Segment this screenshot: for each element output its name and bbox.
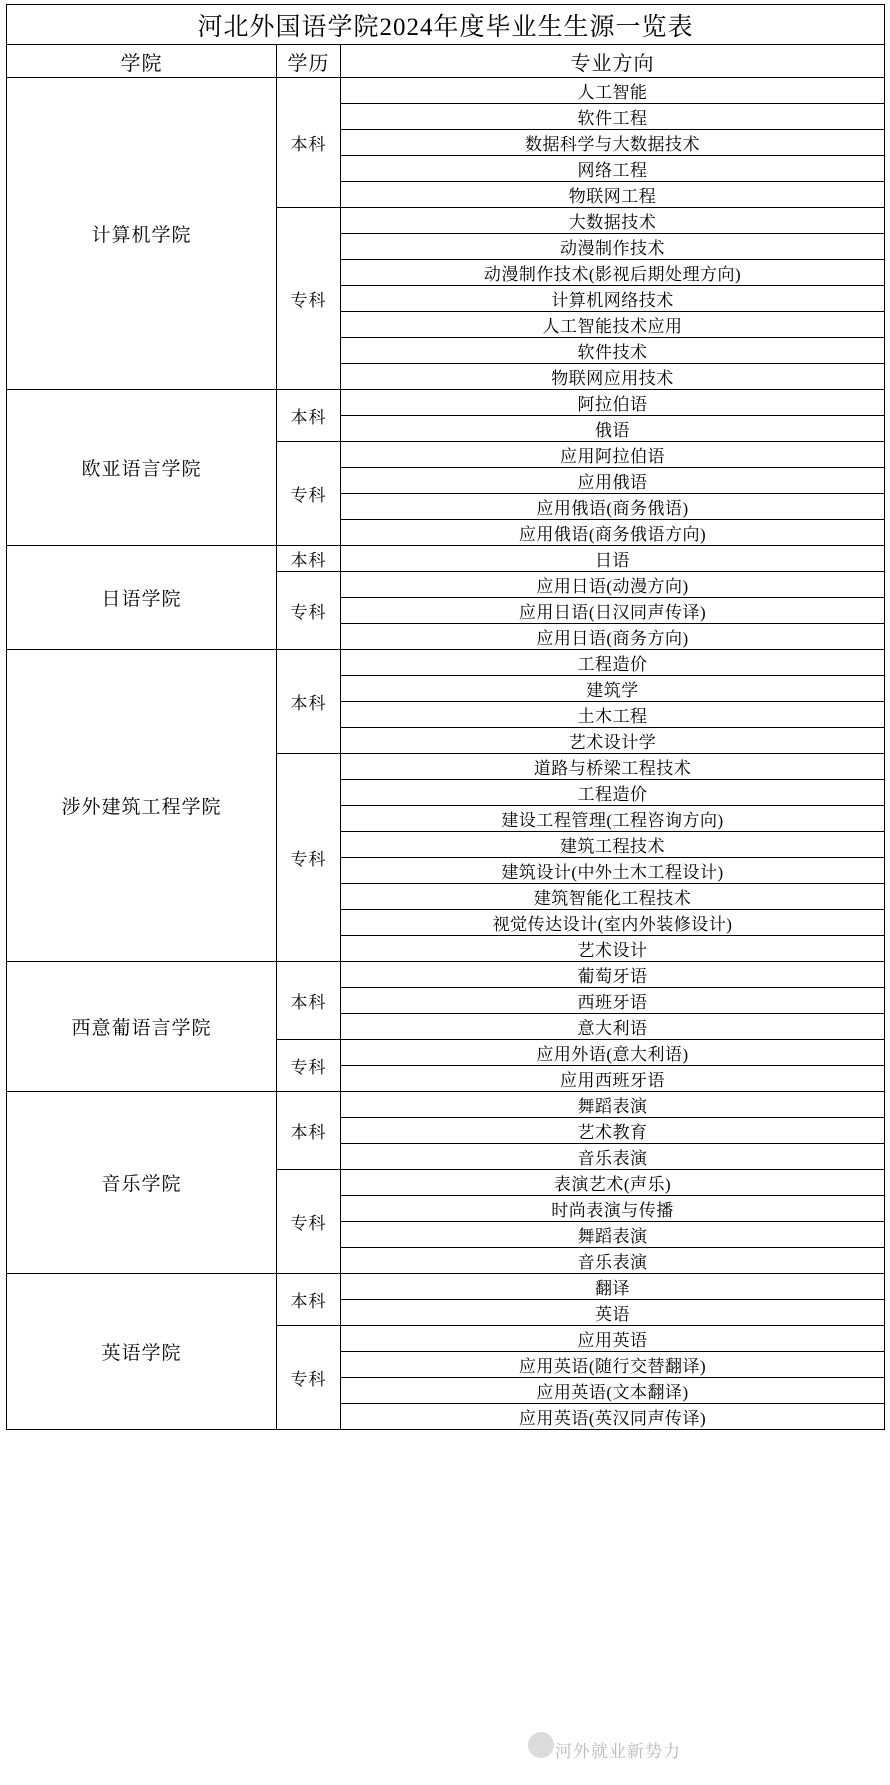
major-cell: 翻译 xyxy=(341,1274,885,1300)
major-cell: 应用俄语(商务俄语) xyxy=(341,494,885,520)
degree-level-cell: 专科 xyxy=(277,208,341,390)
major-cell: 应用英语(随行交替翻译) xyxy=(341,1352,885,1378)
major-cell: 道路与桥梁工程技术 xyxy=(341,754,885,780)
major-cell: 日语 xyxy=(341,546,885,572)
table-body xyxy=(7,78,885,1430)
major-cell: 工程造价 xyxy=(341,780,885,806)
table-row xyxy=(7,650,885,676)
major-cell: 表演艺术(声乐) xyxy=(341,1170,885,1196)
column-header-degree: 学历 xyxy=(277,45,341,78)
title-row xyxy=(7,5,885,45)
major-cell: 物联网应用技术 xyxy=(341,364,885,390)
major-cell: 应用日语(商务方向) xyxy=(341,624,885,650)
table-head xyxy=(7,5,885,78)
major-cell: 时尚表演与传播 xyxy=(341,1196,885,1222)
major-cell: 物联网工程 xyxy=(341,182,885,208)
major-cell: 葡萄牙语 xyxy=(341,962,885,988)
major-cell: 建筑工程技术 xyxy=(341,832,885,858)
degree-level-cell: 专科 xyxy=(277,1040,341,1092)
major-cell: 应用日语(动漫方向) xyxy=(341,572,885,598)
major-cell: 应用外语(意大利语) xyxy=(341,1040,885,1066)
major-cell: 音乐表演 xyxy=(341,1144,885,1170)
header-row xyxy=(7,45,885,78)
major-cell: 应用阿拉伯语 xyxy=(341,442,885,468)
degree-level-cell: 本科 xyxy=(277,1092,341,1170)
major-cell: 应用英语 xyxy=(341,1326,885,1352)
major-cell: 建筑设计(中外土木工程设计) xyxy=(341,858,885,884)
table-row xyxy=(7,78,885,104)
degree-level-cell: 本科 xyxy=(277,1274,341,1326)
major-cell: 软件工程 xyxy=(341,104,885,130)
major-cell: 艺术教育 xyxy=(341,1118,885,1144)
graduates-source-table xyxy=(6,4,885,1430)
major-cell: 应用俄语(商务俄语方向) xyxy=(341,520,885,546)
column-header-major: 专业方向 xyxy=(341,45,885,78)
major-cell: 土木工程 xyxy=(341,702,885,728)
major-cell: 舞蹈表演 xyxy=(341,1092,885,1118)
college-name-cell: 音乐学院 xyxy=(7,1092,277,1274)
major-cell: 动漫制作技术(影视后期处理方向) xyxy=(341,260,885,286)
major-cell: 英语 xyxy=(341,1300,885,1326)
degree-level-cell: 专科 xyxy=(277,572,341,650)
major-cell: 数据科学与大数据技术 xyxy=(341,130,885,156)
major-cell: 俄语 xyxy=(341,416,885,442)
major-cell: 阿拉伯语 xyxy=(341,390,885,416)
major-cell: 建筑智能化工程技术 xyxy=(341,884,885,910)
degree-level-cell: 本科 xyxy=(277,650,341,754)
degree-level-cell: 专科 xyxy=(277,442,341,546)
college-name-cell: 欧亚语言学院 xyxy=(7,390,277,546)
major-cell: 意大利语 xyxy=(341,1014,885,1040)
major-cell: 动漫制作技术 xyxy=(341,234,885,260)
table-row xyxy=(7,1092,885,1118)
major-cell: 应用俄语 xyxy=(341,468,885,494)
major-cell: 网络工程 xyxy=(341,156,885,182)
degree-level-cell: 专科 xyxy=(277,754,341,962)
table-row xyxy=(7,1274,885,1300)
watermark-text: 河外就业新势力 xyxy=(555,1742,681,1761)
college-name-cell: 西意葡语言学院 xyxy=(7,962,277,1092)
degree-level-cell: 专科 xyxy=(277,1170,341,1274)
major-cell: 人工智能技术应用 xyxy=(341,312,885,338)
major-cell: 建筑学 xyxy=(341,676,885,702)
major-cell: 西班牙语 xyxy=(341,988,885,1014)
major-cell: 人工智能 xyxy=(341,78,885,104)
degree-level-cell: 本科 xyxy=(277,390,341,442)
degree-level-cell: 本科 xyxy=(277,78,341,208)
degree-level-cell: 专科 xyxy=(277,1326,341,1430)
major-cell: 音乐表演 xyxy=(341,1248,885,1274)
major-cell: 艺术设计学 xyxy=(341,728,885,754)
degree-level-cell: 本科 xyxy=(277,962,341,1040)
page-title: 河北外国语学院2024年度毕业生生源一览表 xyxy=(7,5,885,45)
college-name-cell: 日语学院 xyxy=(7,546,277,650)
major-cell: 计算机网络技术 xyxy=(341,286,885,312)
major-cell: 大数据技术 xyxy=(341,208,885,234)
major-cell: 视觉传达设计(室内外装修设计) xyxy=(341,910,885,936)
college-name-cell: 计算机学院 xyxy=(7,78,277,390)
college-name-cell: 英语学院 xyxy=(7,1274,277,1430)
major-cell: 软件技术 xyxy=(341,338,885,364)
degree-level-cell: 本科 xyxy=(277,546,341,572)
college-name-cell: 涉外建筑工程学院 xyxy=(7,650,277,962)
major-cell: 应用英语(英汉同声传译) xyxy=(341,1404,885,1430)
table-row xyxy=(7,546,885,572)
watermark-circle-logo-icon xyxy=(528,1732,554,1758)
column-header-college: 学院 xyxy=(7,45,277,78)
table-row xyxy=(7,962,885,988)
major-cell: 应用西班牙语 xyxy=(341,1066,885,1092)
major-cell: 舞蹈表演 xyxy=(341,1222,885,1248)
major-cell: 艺术设计 xyxy=(341,936,885,962)
major-cell: 应用英语(文本翻译) xyxy=(341,1378,885,1404)
major-cell: 工程造价 xyxy=(341,650,885,676)
major-cell: 建设工程管理(工程咨询方向) xyxy=(341,806,885,832)
table-row xyxy=(7,390,885,416)
major-cell: 应用日语(日汉同声传译) xyxy=(341,598,885,624)
